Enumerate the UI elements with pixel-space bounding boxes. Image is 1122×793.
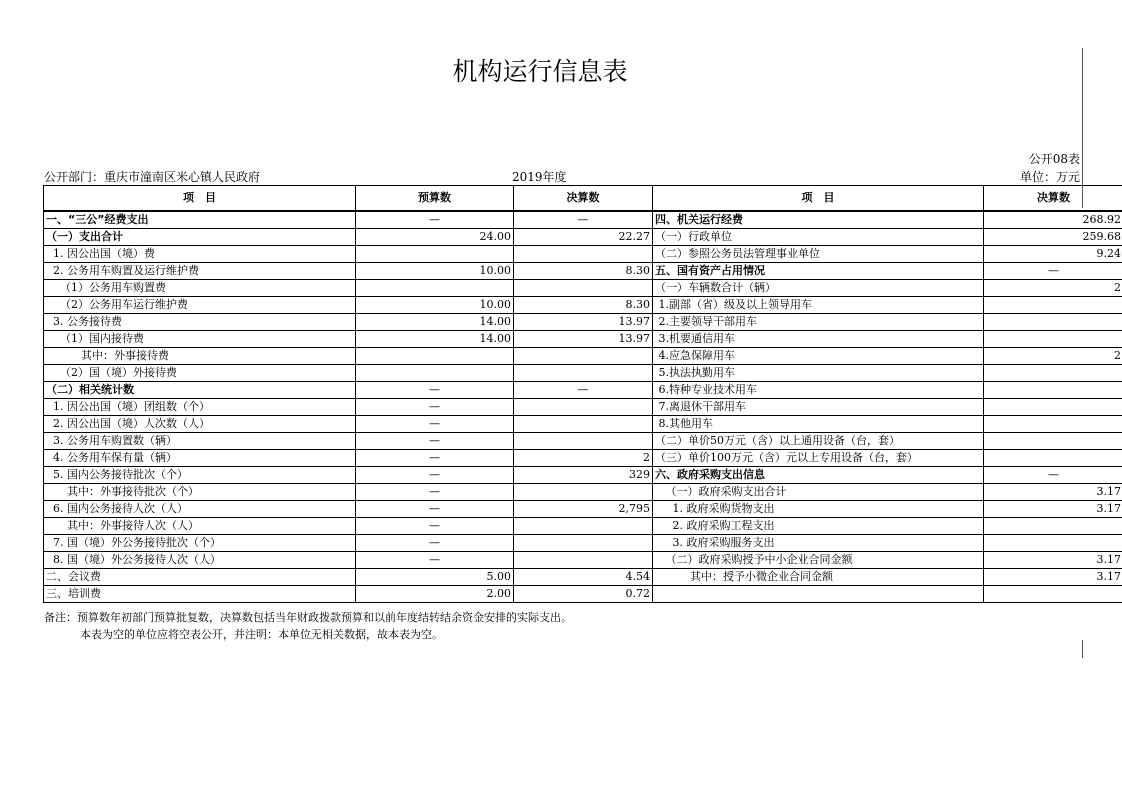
budget-cell: — xyxy=(356,433,514,450)
final-right-cell xyxy=(984,331,1122,348)
final-right-cell xyxy=(984,399,1122,416)
final-right-cell xyxy=(984,297,1122,314)
final-left-cell: 4.54 xyxy=(514,569,653,586)
final-left-cell: 2,795 xyxy=(514,501,653,518)
table-row xyxy=(44,433,1122,450)
item-left-cell: 2. 公务用车购置及运行维护费 xyxy=(44,263,356,280)
final-right-cell xyxy=(984,382,1122,399)
table-row xyxy=(44,280,1122,297)
budget-cell: — xyxy=(356,382,514,399)
fiscal-year: 2019年度 xyxy=(512,170,567,184)
budget-cell: 5.00 xyxy=(356,569,514,586)
table-row xyxy=(44,382,1122,399)
item-left-cell: （1）公务用车购置费 xyxy=(44,280,356,297)
final-left-cell: 329 xyxy=(514,467,653,484)
unit-label: 单位：万元 xyxy=(1019,170,1080,184)
table-row xyxy=(44,331,1122,348)
department-label: 公开部门：重庆市潼南区米心镇人民政府 xyxy=(44,170,261,184)
item-right-cell xyxy=(653,586,984,603)
notes xyxy=(44,609,572,643)
final-left-cell: 13.97 xyxy=(514,314,653,331)
table-row xyxy=(44,586,1122,603)
final-left-cell xyxy=(514,246,653,263)
final-left-cell: 8.30 xyxy=(514,263,653,280)
item-right-cell: 1.副部（省）级及以上领导用车 xyxy=(653,297,984,314)
item-right-cell: 六、政府采购支出信息 xyxy=(653,467,984,484)
item-left-cell: 5. 国内公务接待批次（个） xyxy=(44,467,356,484)
header-budget: 预算数 xyxy=(356,186,514,212)
budget-cell: — xyxy=(356,211,514,229)
final-left-cell xyxy=(514,552,653,569)
final-left-cell xyxy=(514,399,653,416)
final-right-cell xyxy=(984,433,1122,450)
final-right-cell: 2 xyxy=(984,348,1122,365)
item-right-cell: （二）政府采购授予中小企业合同金额 xyxy=(653,552,984,569)
item-left-cell: 二、会议费 xyxy=(44,569,356,586)
final-right-cell: 3.17 xyxy=(984,484,1122,501)
page-edge-line-lower xyxy=(1082,640,1083,658)
item-right-cell: 6.特种专业技术用车 xyxy=(653,382,984,399)
item-left-cell: 7. 国（境）外公务接待批次（个） xyxy=(44,535,356,552)
table-row xyxy=(44,484,1122,501)
item-left-cell: 6. 国内公务接待人次（人） xyxy=(44,501,356,518)
final-right-cell: — xyxy=(984,467,1122,484)
budget-cell: — xyxy=(356,416,514,433)
item-left-cell: 1. 因公出国（境）费 xyxy=(44,246,356,263)
final-left-cell xyxy=(514,365,653,382)
item-right-cell: 8.其他用车 xyxy=(653,416,984,433)
final-left-cell xyxy=(514,416,653,433)
final-right-cell: 9.24 xyxy=(984,246,1122,263)
table-row xyxy=(44,399,1122,416)
header-final-left: 决算数 xyxy=(514,186,653,212)
final-left-cell xyxy=(514,433,653,450)
table-row xyxy=(44,229,1122,246)
item-left-cell: 其中：外事接待人次（人） xyxy=(44,518,356,535)
budget-cell xyxy=(356,365,514,382)
item-left-cell: 2. 因公出国（境）人次数（人） xyxy=(44,416,356,433)
item-right-cell: 其中：授予小微企业合同金额 xyxy=(653,569,984,586)
table-row xyxy=(44,552,1122,569)
table-row xyxy=(44,365,1122,382)
budget-cell: 10.00 xyxy=(356,297,514,314)
budget-cell: — xyxy=(356,501,514,518)
item-left-cell: 一、“三公”经费支出 xyxy=(44,211,356,229)
item-right-cell: （一）车辆数合计（辆） xyxy=(653,280,984,297)
final-right-cell xyxy=(984,365,1122,382)
budget-cell xyxy=(356,348,514,365)
item-right-cell: 2. 政府采购工程支出 xyxy=(653,518,984,535)
item-left-cell: （二）相关统计数 xyxy=(44,382,356,399)
budget-cell: — xyxy=(356,552,514,569)
item-left-cell: 4. 公务用车保有量（辆） xyxy=(44,450,356,467)
final-left-cell xyxy=(514,348,653,365)
form-number: 公开08表 xyxy=(1028,152,1080,166)
final-left-cell: — xyxy=(514,382,653,399)
budget-cell: 10.00 xyxy=(356,263,514,280)
item-left-cell: （1）国内接待费 xyxy=(44,331,356,348)
final-right-cell xyxy=(984,586,1122,603)
item-right-cell: （三）单价100万元（含）元以上专用设备（台，套） xyxy=(653,450,984,467)
item-right-cell: 1. 政府采购货物支出 xyxy=(653,501,984,518)
item-left-cell: （一）支出合计 xyxy=(44,229,356,246)
item-right-cell: 4.应急保障用车 xyxy=(653,348,984,365)
item-right-cell: 3.机要通信用车 xyxy=(653,331,984,348)
final-right-cell xyxy=(984,518,1122,535)
institution-operation-table xyxy=(43,185,1122,603)
budget-cell: 14.00 xyxy=(356,314,514,331)
item-right-cell: 四、机关运行经费 xyxy=(653,211,984,229)
table-row xyxy=(44,569,1122,586)
item-left-cell: 三、培训费 xyxy=(44,586,356,603)
item-left-cell: （2）公务用车运行维护费 xyxy=(44,297,356,314)
item-right-cell: （一）行政单位 xyxy=(653,229,984,246)
budget-cell: — xyxy=(356,450,514,467)
item-left-cell: 3. 公务接待费 xyxy=(44,314,356,331)
note-line: 备注：预算数年初部门预算批复数，决算数包括当年财政拨款预算和以前年度结转结余资金安排的实际支出。 xyxy=(44,611,572,624)
budget-cell xyxy=(356,246,514,263)
table-row xyxy=(44,348,1122,365)
final-right-cell: 3.17 xyxy=(984,501,1122,518)
table-row xyxy=(44,535,1122,552)
header-item-right: 项 目 xyxy=(653,186,984,212)
table-row xyxy=(44,501,1122,518)
header-item-left: 项 目 xyxy=(44,186,356,212)
table-header-row xyxy=(44,186,1122,212)
budget-cell: 24.00 xyxy=(356,229,514,246)
final-right-cell: — xyxy=(984,263,1122,280)
item-left-cell: 1. 因公出国（境）团组数（个） xyxy=(44,399,356,416)
budget-cell: 14.00 xyxy=(356,331,514,348)
page-title: 机构运行信息表 xyxy=(452,57,628,86)
final-left-cell: — xyxy=(514,211,653,229)
item-right-cell: （二）单价50万元（含）以上通用设备（台，套） xyxy=(653,433,984,450)
final-right-cell xyxy=(984,450,1122,467)
final-left-cell: 0.72 xyxy=(514,586,653,603)
final-right-cell: 3.17 xyxy=(984,569,1122,586)
table-row xyxy=(44,467,1122,484)
budget-cell: — xyxy=(356,535,514,552)
final-left-cell: 2 xyxy=(514,450,653,467)
final-right-cell: 268.92 xyxy=(984,211,1122,229)
table-row xyxy=(44,211,1122,229)
final-left-cell: 22.27 xyxy=(514,229,653,246)
item-right-cell: 2.主要领导干部用车 xyxy=(653,314,984,331)
final-right-cell: 3.17 xyxy=(984,552,1122,569)
final-left-cell xyxy=(514,535,653,552)
table-row xyxy=(44,450,1122,467)
item-right-cell: （一）政府采购支出合计 xyxy=(653,484,984,501)
table-row xyxy=(44,263,1122,280)
item-right-cell: 5.执法执勤用车 xyxy=(653,365,984,382)
item-right-cell: （二）参照公务员法管理事业单位 xyxy=(653,246,984,263)
item-left-cell: 8. 国（境）外公务接待人次（人） xyxy=(44,552,356,569)
item-left-cell: 其中：外事接待费 xyxy=(44,348,356,365)
item-right-cell: 3. 政府采购服务支出 xyxy=(653,535,984,552)
page-edge-line xyxy=(1082,48,1083,208)
budget-cell xyxy=(356,280,514,297)
table-row xyxy=(44,314,1122,331)
final-left-cell xyxy=(514,518,653,535)
final-left-cell xyxy=(514,484,653,501)
final-right-cell xyxy=(984,416,1122,433)
item-right-cell: 五、国有资产占用情况 xyxy=(653,263,984,280)
final-right-cell xyxy=(984,314,1122,331)
budget-cell: — xyxy=(356,467,514,484)
item-left-cell: 其中：外事接待批次（个） xyxy=(44,484,356,501)
table-row xyxy=(44,518,1122,535)
table-row xyxy=(44,416,1122,433)
budget-cell: — xyxy=(356,484,514,501)
item-left-cell: （2）国（境）外接待费 xyxy=(44,365,356,382)
final-right-cell: 259.68 xyxy=(984,229,1122,246)
note-line: 本表为空的单位应将空表公开，并注明：本单位无相关数据，故本表为空。 xyxy=(80,628,443,641)
header-final-right: 决算数 xyxy=(984,186,1122,212)
item-left-cell: 3. 公务用车购置数（辆） xyxy=(44,433,356,450)
budget-cell: — xyxy=(356,518,514,535)
table-row xyxy=(44,297,1122,314)
final-left-cell: 13.97 xyxy=(514,331,653,348)
final-left-cell: 8.30 xyxy=(514,297,653,314)
final-right-cell xyxy=(984,535,1122,552)
final-right-cell: 2 xyxy=(984,280,1122,297)
budget-cell: — xyxy=(356,399,514,416)
item-right-cell: 7.离退休干部用车 xyxy=(653,399,984,416)
table-row xyxy=(44,246,1122,263)
final-left-cell xyxy=(514,280,653,297)
budget-cell: 2.00 xyxy=(356,586,514,603)
